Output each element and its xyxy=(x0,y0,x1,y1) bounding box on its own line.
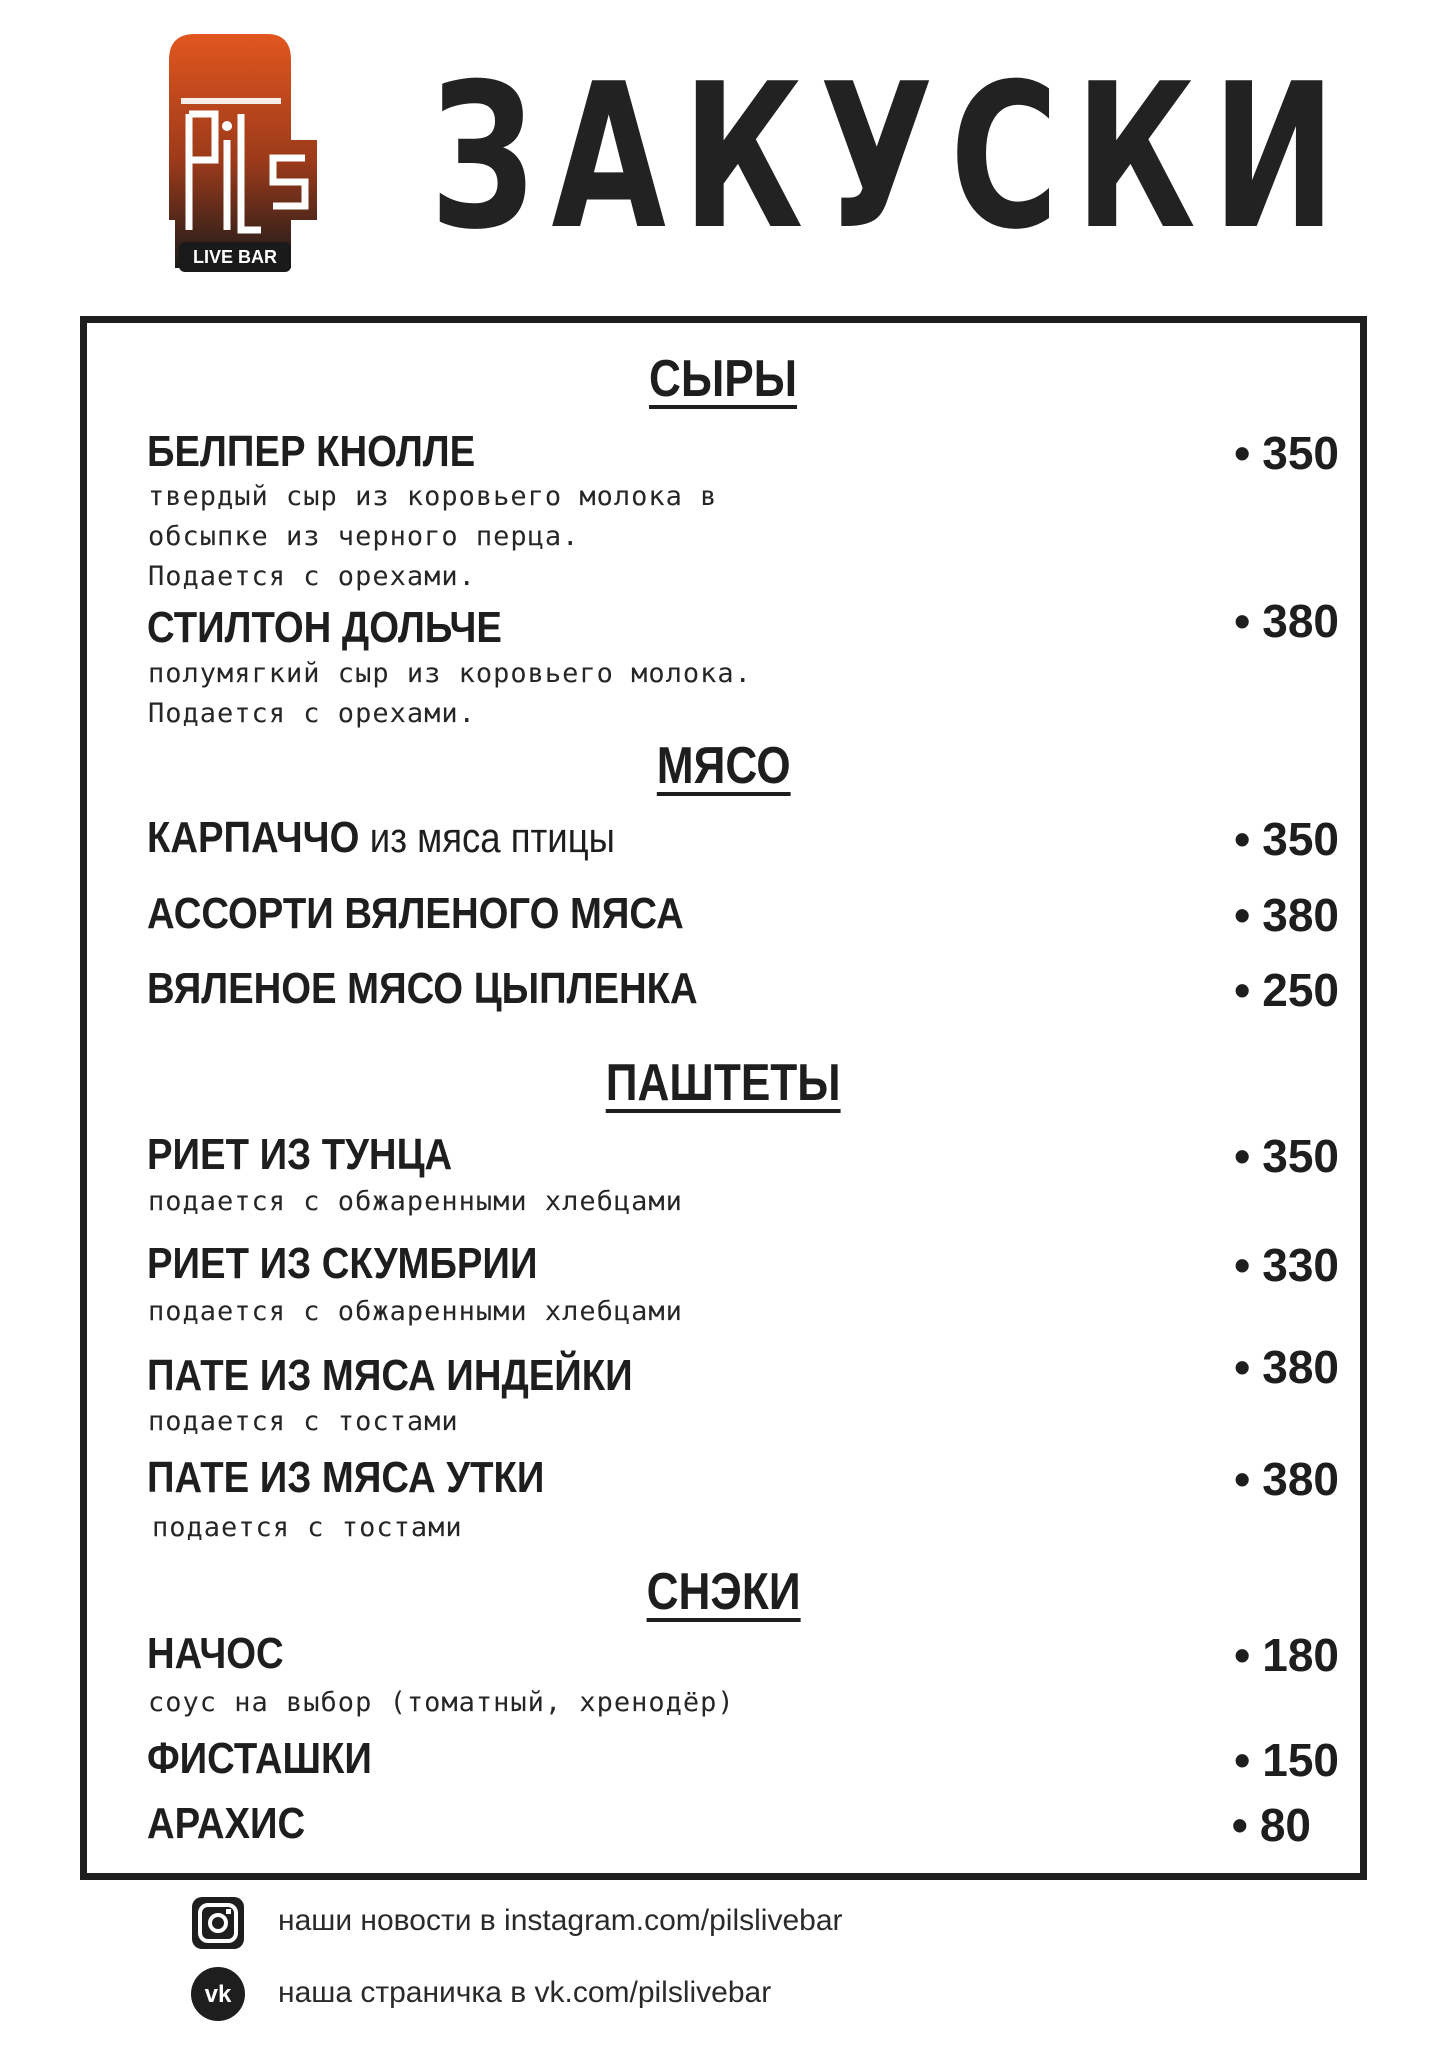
menu-item-description: подается с тостами xyxy=(148,1406,459,1437)
menu-item-name: АРАХИС xyxy=(147,1799,306,1848)
page-title: ЗАКУСКИ xyxy=(430,41,1353,274)
menu-item-name: ФИСТАШКИ xyxy=(147,1734,372,1783)
menu-item-name: ВЯЛЕНОЕ МЯСО ЦЫПЛЕНКА xyxy=(147,964,698,1013)
section-heading-snacks: СНЭКИ xyxy=(646,1563,801,1621)
instagram-icon[interactable] xyxy=(190,1895,246,1951)
menu-item-name: ПАТЕ ИЗ МЯСА УТКИ xyxy=(147,1453,545,1502)
menu-item-name: РИЕТ ИЗ СКУМБРИИ xyxy=(147,1239,538,1288)
menu-item-name: ПАТЕ ИЗ МЯСА ИНДЕЙКИ xyxy=(147,1351,633,1400)
menu-item-name: АССОРТИ ВЯЛЕНОГО МЯСА xyxy=(147,889,684,938)
menu-item-price: • 350 xyxy=(1234,813,1339,865)
menu-item-price: • 80 xyxy=(1231,1799,1311,1851)
svg-text:vk: vk xyxy=(204,1981,232,2008)
menu-item-name: НАЧОС xyxy=(147,1629,284,1678)
menu-item-description: Подается с орехами. xyxy=(148,698,476,729)
pils-logo xyxy=(155,30,320,285)
menu-item-name: СТИЛТОН ДОЛЬЧЕ xyxy=(147,603,502,652)
menu-item-price: • 330 xyxy=(1234,1239,1339,1291)
menu-item-price: • 350 xyxy=(1234,1130,1339,1182)
vk-icon[interactable] xyxy=(190,1966,246,2022)
menu-item-price: • 250 xyxy=(1234,964,1339,1016)
menu-item-note: из мяса птицы xyxy=(369,814,615,861)
section-heading-cheese: СЫРЫ xyxy=(649,350,798,408)
menu-item-price: • 380 xyxy=(1234,1453,1339,1505)
logo-subtitle: LIVE BAR xyxy=(192,247,278,267)
section-heading-pate: ПАШТЕТЫ xyxy=(606,1054,841,1112)
menu-item-price: • 350 xyxy=(1234,427,1339,479)
menu-item-description: полумягкий сыр из коровьего молока. xyxy=(148,658,752,689)
menu-item-price: • 150 xyxy=(1234,1734,1339,1786)
menu-item-name: БЕЛПЕР КНОЛЛЕ xyxy=(147,427,476,476)
menu-item-price: • 180 xyxy=(1234,1629,1339,1681)
menu-item-description: подается с тостами xyxy=(152,1512,463,1543)
menu-item-price: • 380 xyxy=(1234,595,1339,647)
menu-item-description: соус на выбор (томатный, хренодёр) xyxy=(148,1687,735,1718)
vk-link[interactable]: наша страничка в vk.com/pilslivebar xyxy=(278,1976,772,2009)
menu-item-price: • 380 xyxy=(1234,889,1339,941)
menu-item-name: РИЕТ ИЗ ТУНЦА xyxy=(147,1130,453,1179)
menu-item-description: твердый сыр из коровьего молока в xyxy=(148,481,718,512)
menu-item-name: КАРПАЧЧО из мяса птицы xyxy=(147,813,615,862)
menu-item-price: • 380 xyxy=(1234,1341,1339,1393)
section-heading-meat: МЯСО xyxy=(656,737,791,795)
menu-item-description: Подается с орехами. xyxy=(148,561,476,592)
instagram-link[interactable]: наши новости в instagram.com/pilslivebar xyxy=(278,1904,843,1937)
menu-item-description: обсыпке из черного перца. xyxy=(148,521,580,552)
menu-item-description: подается с обжаренными хлебцами xyxy=(148,1186,683,1217)
menu-item-description: подается с обжаренными хлебцами xyxy=(148,1296,683,1327)
